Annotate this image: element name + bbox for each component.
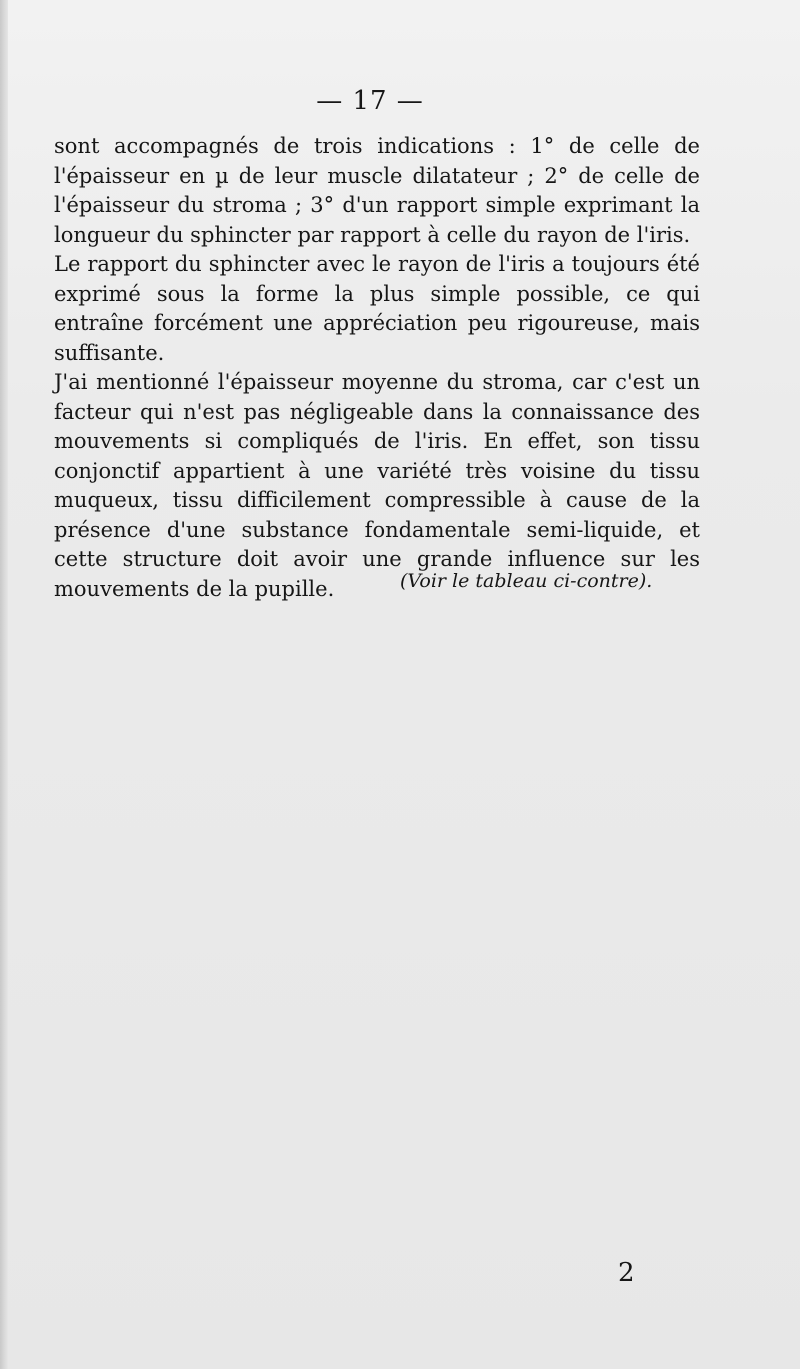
paragraph-3: J'ai mentionné l'épaisseur moyenne du stroma, car c'est un facteur qui n'est pas négligeable dans la connaissance des mouvements si compliqués de l'iris. En effet, son tissu conjonctif appartient à une variété très voisine du tissu muqueux, tissu difficilement compressible à cause de la présence d'une substance fondamentale semi-liquide, et cette structure doit avoir une grande influence sur les mouvements de la pupille. <box>54 370 700 601</box>
body-text <box>54 132 700 604</box>
table-reference-note: (Voir le tableau ci-contre). <box>400 570 653 592</box>
paragraph-2: Le rapport du sphincter avec le rayon de l'iris a toujours été exprimé sous la forme la plus simple possible, ce qui entraîne forcément une appréciation peu rigoureuse, mais suffisante. <box>54 252 700 365</box>
page-number-header: — 17 — <box>316 86 424 116</box>
page-edge <box>0 0 8 1369</box>
paragraph-1: sont accompagnés de trois indications : 1° de celle de l'épaisseur en µ de leur muscle dilatateur ; 2° de celle de l'épaisseur du stroma ; 3° d'un rapport simple exprimant la longueur du sphincter par rapport à celle du rayon de l'iris. <box>54 134 700 247</box>
signature-mark: 2 <box>618 1258 635 1288</box>
